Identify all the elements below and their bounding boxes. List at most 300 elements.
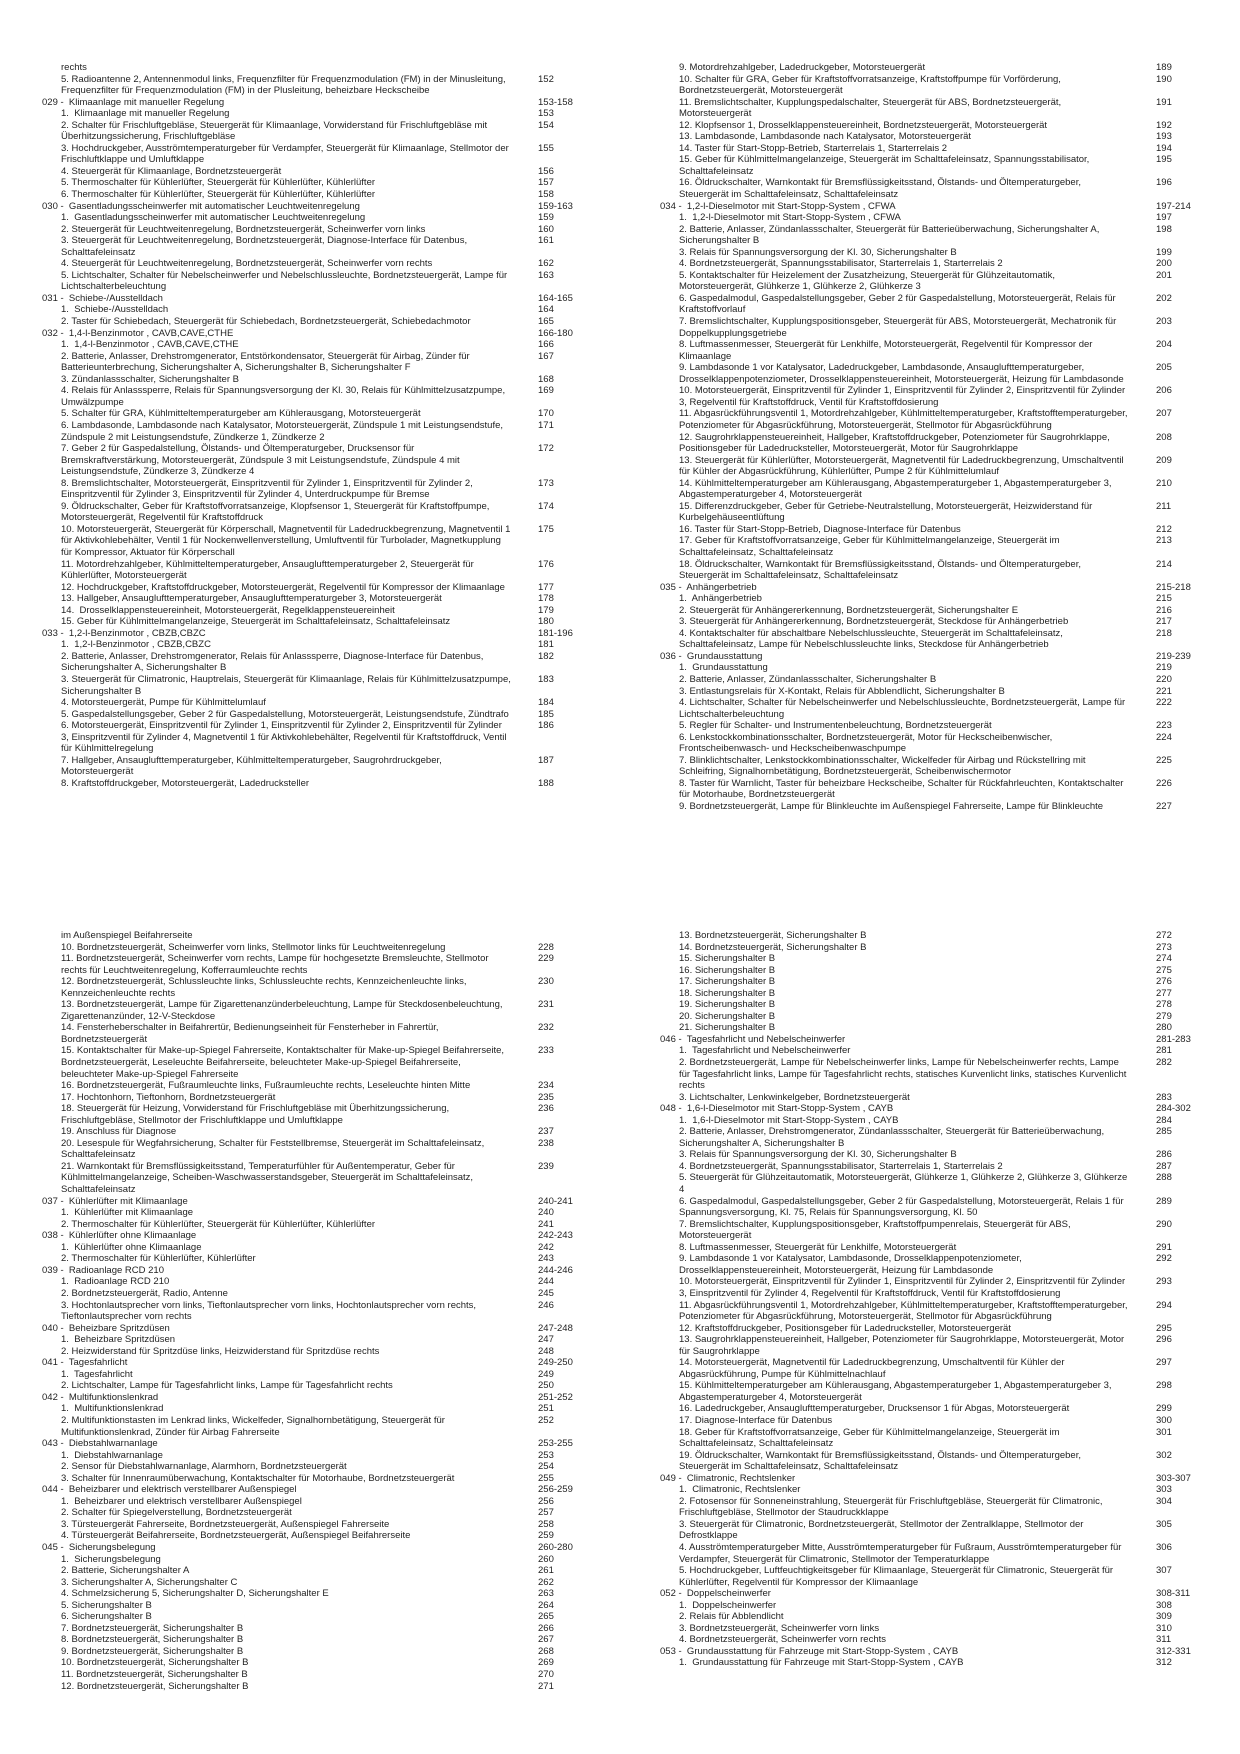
entry-text: 6. Motorsteuergerät, Einspritzventil für Zylinder 1, Einspritzventil für Zylinder 2, Einspritzventil für Zylinder 3, Einspritzventil für Zylinder 4, Magnetventil 1 für Aktivkohlebehälter, Regelventil für Kraftstoffdruck, Ventil für Kühlmittelregelung: [61, 720, 510, 755]
toc-entry-row: [660, 1623, 1220, 1635]
toc-entry-row: [660, 605, 1220, 617]
page-number: 249-250: [538, 1357, 573, 1369]
entry-text: 4. Ausströmtemperaturgeber Mitte, Ausströmtemperaturgeber für Fußraum, Ausströmtemperaturgeber für Verdampfer, Steuergerät für Climatronic, Stellmotor der Temperaturklappe: [679, 1541, 1125, 1565]
page-number: 160: [538, 223, 554, 235]
entry-text: 15. Geber für Kühlmittelmangelanzeige, Steuergerät im Schalttafeleinsatz, Spannungsstabilisator, Schalttafeleinsatz: [679, 154, 1092, 177]
page-number: 187: [538, 754, 554, 766]
page-number: 263: [538, 1588, 554, 1600]
entry-text: 2. Steuergerät für Leuchtweitenregelung, Bordnetzsteuergerät, Scheinwerfer vorn links: [61, 223, 426, 235]
toc-entry-row: [660, 1115, 1220, 1127]
toc-entry-row: [660, 143, 1220, 155]
entry-text: 1. Tagesfahrlicht: [61, 1368, 133, 1380]
entry-text: 3. Hochdruckgeber, Ausströmtemperaturgeber für Verdampfer, Steuergerät für Klimaanlage, Stellmotor der Frischluftklappe und Umluftklappe: [61, 142, 512, 166]
entry-text: 2. Taster für Schiebedach, Steuergerät für Schiebedach, Bordnetzsteuergerät, Schiebedachmotor: [61, 316, 471, 328]
page-number: 244: [538, 1276, 554, 1288]
toc-entry-row: [660, 258, 1220, 270]
toc-entry-row: [42, 1242, 602, 1254]
page-number: 171: [538, 419, 554, 431]
entry-text: 9. Lambdasonde 1 vor Katalysator, Lambdasonde, Drosselklappenpotenziometer, Drosselklappensteuereinheit, Motorsteuergerät, Heizung für Lambdasonde: [679, 1253, 1025, 1276]
toc-entry-row: [660, 801, 1220, 813]
toc-entry-row: [42, 639, 602, 651]
page-number: 219: [1156, 662, 1172, 674]
entry-text: 9. Öldruckschalter, Geber für Kraftstoffvorratsanzeige, Klopfsensor 1, Steuergerät für Kraftstoffpumpe, Motorsteuergerät, Regelventil für Kraftstoffdruck: [61, 500, 493, 524]
page-number: 257: [538, 1507, 554, 1519]
toc-entry-row: [42, 443, 602, 478]
toc-entry-row: [660, 1242, 1220, 1254]
index-column-top-right: [660, 62, 1220, 813]
toc-entry-row: [660, 686, 1220, 698]
page-number: 237: [538, 1126, 554, 1138]
page-number: 224: [1156, 731, 1172, 743]
toc-entry-row: [660, 74, 1220, 97]
entry-text: 10. Schalter für GRA, Geber für Kraftstoffvorratsanzeige, Kraftstoffpumpe für Vorförderung, Bordnetzsteuergerät, Motorsteuergerät: [679, 73, 1064, 97]
section-title: 032 - 1,4-l-Benzinmotor , CAVB,CAVE,CTHE: [42, 327, 234, 339]
page-number: 268: [538, 1645, 554, 1657]
page-number: 271: [538, 1680, 554, 1692]
page-number: 186: [538, 720, 554, 732]
toc-entry-row: [660, 120, 1220, 132]
page-number: 242: [538, 1241, 554, 1253]
toc-section-row: [42, 1484, 602, 1496]
page-number: 194: [1156, 142, 1172, 154]
page-number: 291: [1156, 1241, 1172, 1253]
toc-entry-row: [660, 1253, 1220, 1276]
page-number: 308: [1156, 1599, 1172, 1611]
toc-entry-row: [660, 212, 1220, 224]
entry-text: 3. Steuergerät für Climatronic, Hauptrelais, Steuergerät für Klimaanlage, Relais für Kühlmittelzusatzpumpe, Sicherungshalter B: [61, 673, 514, 697]
entry-text: 1. Doppelscheinwerfer: [679, 1599, 777, 1611]
toc-entry-row: [42, 1045, 602, 1080]
toc-entry-row: [660, 62, 1220, 74]
toc-entry-row: [660, 1450, 1220, 1473]
page-number: 203: [1156, 316, 1172, 328]
entry-text: 3. Relais für Spannungsversorgung der Kl. 30, Sicherungshalter B: [679, 246, 957, 258]
page-number: 200: [1156, 258, 1172, 270]
toc-section-row: [42, 628, 602, 640]
page-number: 174: [538, 500, 554, 512]
page-number: 180: [538, 616, 554, 628]
entry-text: 2. Multifunktionstasten im Lenkrad links, Wickelfeder, Signalhornbetätigung, Steuergerät für Multifunktionslenkrad, Zünder für Airbag Fahrerseite: [61, 1414, 448, 1438]
toc-entry-row: [42, 720, 602, 755]
page-number: 221: [1156, 685, 1172, 697]
page-number: 216: [1156, 604, 1172, 616]
toc-section-row: [42, 1438, 602, 1450]
entry-text: 14. Fensterheberschalter in Beifahrertür, Bedienungseinheit für Fensterheber in Fahrertür, Bordnetzsteuergerät: [61, 1022, 442, 1045]
entry-text: 16. Öldruckschalter, Warnkontakt für Bremsflüssigkeitsstand, Ölstands- und Öltemperaturgeber, Steuergerät im Schalttafeleinsatz, Schalttafeleinsatz: [679, 177, 1084, 201]
toc-entry-row: [42, 1565, 602, 1577]
entry-text: 14. Motorsteuergerät, Magnetventil für Ladedruckbegrenzung, Umschaltventil für Kühler der Abgasrückführung, Pumpe für Kühlmittelnachlauf: [679, 1357, 1067, 1380]
page-number: 204: [1156, 339, 1172, 351]
toc-entry-row: [660, 1565, 1220, 1588]
toc-entry-row: [42, 1022, 602, 1045]
toc-entry-row: [42, 1681, 602, 1693]
toc-entry-row: [42, 1300, 602, 1323]
toc-entry-row: [42, 1276, 602, 1288]
section-title: 040 - Beheizbare Spritzdüsen: [42, 1322, 170, 1334]
section-title: 043 - Diebstahlwarnanlage: [42, 1438, 158, 1450]
index-column-bottom-right: [660, 930, 1220, 1669]
page-number: 311: [1156, 1634, 1172, 1646]
toc-section-row: [660, 201, 1220, 213]
page-number: 287: [1156, 1160, 1172, 1172]
toc-entry-row: [42, 709, 602, 721]
page-number: 247-248: [538, 1322, 573, 1334]
toc-entry-row: [42, 778, 602, 790]
page-number: 218: [1156, 627, 1172, 639]
toc-entry-row: [42, 1646, 602, 1658]
toc-entry-row: [42, 1611, 602, 1623]
page-number: 293: [1156, 1276, 1172, 1288]
page-number: 230: [538, 976, 554, 988]
page-number: 189: [1156, 62, 1172, 73]
entry-text: 4. Lichtschalter, Schalter für Nebelscheinwerfer und Nebelschlussleuchte, Bordnetzsteuergerät, Lampe für Lichtschalterbeleuchtung: [679, 697, 1128, 720]
entry-text: 12. Bordnetzsteuergerät, Sicherungshalter B: [61, 1680, 249, 1692]
toc-entry-row: [660, 1634, 1220, 1646]
toc-entry-row: [42, 501, 602, 524]
entry-text: 2. Fotosensor für Sonneneinstrahlung, Steuergerät für Frischluftgebläse, Steuergerät für Climatronic, Frischluftgebläse, Stellmotor der Staudruckklappe: [679, 1495, 1106, 1519]
toc-entry-row: [42, 1530, 602, 1542]
toc-entry-row: [42, 212, 602, 224]
page-number: 166-180: [538, 327, 573, 339]
entry-text: 1. Grundausstattung: [679, 662, 768, 674]
entry-text: 5. Hochdruckgeber, Luftfeuchtigkeitsgeber für Klimaanlage, Steuergerät für Climatronic, Steuergerät für Kühlerlüfter, Regelventil für Kompressor der Klimaanlage: [679, 1565, 1116, 1588]
page-number: 183: [538, 673, 554, 685]
page-number: 156: [538, 165, 554, 177]
entry-text: 3. Steuergerät für Leuchtweitenregelung, Bordnetzsteuergerät, Diagnose-Interface für Datenbus, Schalttafeleinsatz: [61, 235, 470, 258]
page-number: 193: [1156, 131, 1172, 143]
toc-section-row: [660, 1588, 1220, 1600]
page-number: 277: [1156, 987, 1172, 999]
entry-text: 8. Luftmassenmesser, Steuergerät für Lenkhilfe, Motorsteuergerät, Regelventil für Kompressor der Klimaanlage: [679, 339, 1096, 362]
page-number: 303: [1156, 1484, 1172, 1496]
entry-text: 15. Kühlmitteltemperaturgeber am Kühlerausgang, Abgastemperaturgeber 1, Abgastemperaturgeber 3, Abgastemperaturgeber 4, Motorsteuergerät: [679, 1380, 1114, 1403]
entry-text: 1. Beheizbare Spritzdüsen: [61, 1334, 176, 1346]
toc-entry-row: [660, 1276, 1220, 1299]
page-number: 211: [1156, 500, 1172, 512]
entry-text: 11. Abgasrückführungsventil 1, Motordrehzahlgeber, Kühlmitteltemperaturgeber, Kraftstofftemperaturgeber, Potenziometer für Abgasrückführung, Motorsteuergerät, Stellmotor für Abgasrückführung: [679, 1299, 1131, 1323]
page-number: 285: [1156, 1126, 1172, 1138]
toc-entry-row: [660, 1403, 1220, 1415]
toc-entry-row: [42, 1554, 602, 1566]
page-number: 208: [1156, 431, 1172, 443]
page-number: 197: [1156, 212, 1172, 224]
entry-text: 12. Hochdruckgeber, Kraftstoffdruckgeber, Motorsteuergerät, Regelventil für Kompressor der Klimaanlage: [61, 581, 505, 593]
entry-text: 17. Hochtonhorn, Tieftonhorn, Bordnetzsteuergerät: [61, 1091, 276, 1103]
entry-text: 5. Steuergerät für Glühzeitautomatik, Motorsteuergerät, Glühkerze 1, Glühkerze 2, Glühkerze 3, Glühkerze 4: [679, 1172, 1130, 1196]
toc-entry-row: [42, 478, 602, 501]
page-number: 210: [1156, 477, 1172, 489]
entry-text: 19. Öldruckschalter, Warnkontakt für Bremsflüssigkeitsstand, Ölstands- und Öltemperaturgeber, Steuergerät im Schalttafeleinsatz, Schalttafeleinsatz: [679, 1449, 1084, 1473]
entry-text: 1. Schiebe-/Ausstelldach: [61, 304, 169, 316]
entry-text: 4. Türsteuergerät Beifahrerseite, Bordnetzsteuergerät, Außenspiegel Beifahrerseite: [61, 1530, 411, 1542]
entry-text: 8. Taster für Warnlicht, Taster für beheizbare Heckscheibe, Schalter für Rückfahrleuchten, Kontaktschalter für Motorhaube, Bordnetzsteuergerät: [679, 777, 1127, 801]
page-number: 276: [1156, 976, 1172, 988]
toc-entry-row: [42, 166, 602, 178]
page-number: 303-307: [1156, 1472, 1191, 1484]
entry-text: 6. Thermoschalter für Kühlerlüfter, Steuergerät für Kühlerlüfter, Kühlerlüfter: [61, 189, 376, 201]
page-number: 229: [538, 953, 554, 965]
entry-text: 4. Bordnetzsteuergerät, Spannungsstabilisator, Starterrelais 1, Starterrelais 2: [679, 258, 1003, 270]
entry-text: 4. Relais für Anlasssperre, Relais für Spannungsversorgung der Kl. 30, Relais für Kühlmittelzusatzpumpe, Umwälzpumpe: [61, 385, 508, 408]
page-number: 205: [1156, 362, 1172, 374]
page-number: 280: [1156, 1022, 1172, 1034]
page-number: 308-311: [1156, 1588, 1191, 1600]
page-number: 267: [538, 1634, 554, 1646]
toc-entry-row: [660, 930, 1220, 942]
entry-text: 5. Lichtschalter, Schalter für Nebelscheinwerfer und Nebelschlussleuchte, Bordnetzsteuergerät, Lampe für Lichtschalterbeleuchtung: [61, 269, 510, 293]
section-title: 042 - Multifunktionslenkrad: [42, 1391, 159, 1403]
page-number: 182: [538, 650, 554, 662]
toc-entry-row: [660, 1057, 1220, 1092]
page-number: 253-255: [538, 1438, 573, 1450]
page-number: 215: [1156, 593, 1172, 605]
toc-entry-row: [660, 293, 1220, 316]
page-number: 209: [1156, 454, 1172, 466]
entry-text: 2. Batterie, Anlasser, Zündanlassschalter, Sicherungshalter B: [679, 673, 937, 685]
entry-text: 14. Taster für Start-Stopp-Betrieb, Starterrelais 1, Starterrelais 2: [679, 142, 948, 154]
entry-text: 2. Schalter für Spiegelverstellung, Bordnetzsteuergerät: [61, 1507, 292, 1519]
entry-text: 1. 1,4-l-Benzinmotor , CAVB,CAVE,CTHE: [61, 339, 239, 351]
entry-text: 2. Schalter für Frischluftgebläse, Steuergerät für Klimaanlage, Vorwiderstand für Frischluftgebläse mit Überhitzungssicherung, Frischluftgebläse: [61, 119, 490, 143]
toc-entry-row: [42, 1080, 602, 1092]
entry-text: 6. Gaspedalmodul, Gaspedalstellungsgeber, Geber 2 für Gaspedalstellung, Motorsteuergerät, Relais für Kraftstoffvorlauf: [679, 292, 1119, 316]
toc-entry-row: [660, 224, 1220, 247]
toc-entry-row: [660, 999, 1220, 1011]
toc-entry-row: [42, 942, 602, 954]
page-number: 251: [538, 1403, 554, 1415]
page-number: 165: [538, 316, 554, 328]
page-number: 197-214: [1156, 200, 1191, 212]
toc-entry-row: [660, 1484, 1220, 1496]
toc-section-row: [42, 1230, 602, 1242]
page-number: 259: [538, 1530, 554, 1542]
page-number: 214: [1156, 558, 1172, 570]
entry-text: 10. Motorsteuergerät, Einspritzventil für Zylinder 1, Einspritzventil für Zylinder 2, Einspritzventil für Zylinder 3, Einspritzventil für Zylinder 4, Regelventil für Kraftstoffdruck, Ventil für Kraftstoffdosierung: [679, 1276, 1128, 1299]
page-number: 288: [1156, 1172, 1172, 1184]
page-number: 283: [1156, 1091, 1172, 1103]
page-number: 236: [538, 1103, 554, 1115]
entry-text: 8. Bordnetzsteuergerät, Sicherungshalter B: [61, 1634, 244, 1646]
page-number: 300: [1156, 1414, 1172, 1426]
section-title: 031 - Schiebe-/Ausstelldach: [42, 292, 163, 304]
page-number: 163: [538, 269, 554, 281]
toc-entry-row: [42, 420, 602, 443]
entry-text: 16. Ladedruckgeber, Ansauglufttemperaturgeber, Drucksensor 1 für Abgas, Motorsteuergerät: [679, 1403, 1070, 1415]
entry-text: 11. Motordrehzahlgeber, Kühlmitteltemperaturgeber, Ansauglufttemperaturgeber 2, Steuergerät für Kühlerlüfter, Motorsteuergerät: [61, 558, 477, 582]
page-number: 298: [1156, 1380, 1172, 1392]
toc-entry-row: [660, 339, 1220, 362]
page-number: 199: [1156, 246, 1172, 258]
entry-text: 12. Bordnetzsteuergerät, Schlussleuchte links, Schlussleuchte rechts, Kennzeichenleuchte links, Kennzeichenleuchte rechts: [61, 976, 470, 999]
toc-entry-row: [660, 1323, 1220, 1335]
toc-section-row: [42, 293, 602, 305]
entry-text: 2. Batterie, Sicherungshalter A: [61, 1565, 190, 1577]
page-number: 273: [1156, 941, 1172, 953]
page-number: 256: [538, 1495, 554, 1507]
page-number: 161: [538, 235, 554, 247]
page-number: 312-331: [1156, 1645, 1191, 1657]
page-number: 153-158: [538, 96, 573, 108]
entry-text: 21. Warnkontakt für Bremsflüssigkeitsstand, Temperaturfühler für Außentemperatur, Geber für Kühlmittelmangelanzeige, Scheiben-Waschwasserstandsgeber, Steuergerät im Schalttafeleinsatz, Schalttafeleinsatz: [61, 1160, 476, 1196]
toc-section-row: [42, 1357, 602, 1369]
page-number: 202: [1156, 292, 1172, 304]
entry-text: 1. Anhängerbetrieb: [679, 593, 762, 605]
toc-entry-row: [42, 316, 602, 328]
toc-entry-row: [660, 154, 1220, 177]
toc-entry-row: [42, 1669, 602, 1681]
toc-entry-row: [660, 501, 1220, 524]
page-number: 181: [538, 639, 554, 651]
entry-text: 15. Geber für Kühlmittelmangelanzeige, Steuergerät im Schalttafeleinsatz, Schalttafeleinsatz: [61, 616, 451, 628]
toc-entry-row: [660, 1219, 1220, 1242]
toc-entry-row: [660, 1357, 1220, 1380]
section-title: 038 - Kühlerlüfter ohne Klimaanlage: [42, 1230, 197, 1242]
entry-text: 17. Geber für Kraftstoffvorratsanzeige, Geber für Kühlmittelmangelanzeige, Steuergerät im Schalttafeleinsatz, Schalttafeleinsatz: [679, 535, 1063, 558]
index-column-bottom-left: [42, 930, 602, 1692]
entry-text: 10. Motorsteuergerät, Einspritzventil für Zylinder 1, Einspritzventil für Zylinder 2, Einspritzventil für Zylinder 3, Regelventil für Kraftstoffdruck, Ventil für Kraftstoffdosierung: [679, 385, 1128, 408]
entry-text: 2. Bordnetzsteuergerät, Lampe für Nebelscheinwerfer links, Lampe für Nebelscheinwerfer rechts, Lampe für Tagesfahrlicht links, Lampe für Tagesfahrlicht rechts, statisches Kurvenlicht links, statisches Kurvenlicht rechts: [679, 1057, 1130, 1092]
toc-entry-row: [42, 1161, 602, 1196]
page-number: 281: [1156, 1045, 1172, 1057]
entry-text: 7. Blinklichtschalter, Lenkstockkombinationsschalter, Wickelfeder für Airbag und Rückstellring mit Schleifring, Signalhornbetätigung, Bordnetzsteuergerät, Scheibenwischermotor: [679, 754, 1089, 778]
entry-text: 1. Kühlerlüfter mit Klimaanlage: [61, 1207, 194, 1219]
entry-text: 1. Gasentladungsscheinwerfer mit automatischer Leuchtweitenregelung: [61, 212, 366, 224]
page-number: 153: [538, 108, 554, 120]
toc-section-row: [660, 1473, 1220, 1485]
page-number: 246: [538, 1299, 554, 1311]
toc-entry-row: [42, 1415, 602, 1438]
toc-entry-row: [42, 1092, 602, 1104]
toc-entry-row: [42, 224, 602, 236]
page-number: 262: [538, 1576, 554, 1588]
toc-entry-row: [42, 1473, 602, 1485]
toc-entry-row: [660, 720, 1220, 732]
page-number: 258: [538, 1518, 554, 1530]
entry-text: 2. Thermoschalter für Kühlerlüfter, Kühlerlüfter: [61, 1253, 256, 1265]
toc-entry-row: [660, 616, 1220, 628]
page-number: 250: [538, 1380, 554, 1392]
entry-text: 16. Bordnetzsteuergerät, Fußraumleuchte links, Fußraumleuchte rechts, Leseleuchte hinten Mitte: [61, 1080, 471, 1092]
entry-text: 2. Bordnetzsteuergerät, Radio, Antenne: [61, 1287, 228, 1299]
page-number: 270: [538, 1669, 554, 1680]
entry-text: 7. Hallgeber, Ansauglufttemperaturgeber, Kühlmitteltemperaturgeber, Saugrohrdruckgeber, Motorsteuergerät: [61, 754, 445, 778]
toc-entry-row: [42, 1657, 602, 1669]
entry-text: 1. Kühlerlüfter ohne Klimaanlage: [61, 1241, 202, 1253]
entry-text: 18. Geber für Kraftstoffvorratsanzeige, Geber für Kühlmittelmangelanzeige, Steuergerät im Schalttafeleinsatz, Schalttafeleinsatz: [679, 1426, 1063, 1450]
page-number: 296: [1156, 1334, 1172, 1346]
entry-text: 14. Bordnetzsteuergerät, Sicherungshalter B: [679, 941, 867, 953]
toc-entry-row: [660, 177, 1220, 200]
page-number: 240: [538, 1207, 554, 1219]
toc-entry-row: [42, 582, 602, 594]
toc-entry-row: [42, 143, 602, 166]
page-number: 220: [1156, 673, 1172, 685]
page-number: 170: [538, 408, 554, 420]
entry-text: 9. Bordnetzsteuergerät, Lampe für Blinkleuchte im Außenspiegel Fahrerseite, Lampe für Blinkleuchte: [679, 801, 1104, 812]
toc-entry-row: [660, 1600, 1220, 1612]
page-number: 256-259: [538, 1484, 573, 1496]
entry-text: 10. Bordnetzsteuergerät, Scheinwerfer vorn links, Stellmotor links für Leuchtweitenregelung: [61, 941, 446, 953]
page-number: 176: [538, 558, 554, 570]
page-number: 219-239: [1156, 650, 1191, 662]
entry-text: 7. Bremslichtschalter, Kupplungspositionsgeber, Kraftstoffpumpenrelais, Steuergerät für ABS, Motorsteuergerät: [679, 1218, 1074, 1242]
entry-text: 4. Schmelzsicherung 5, Sicherungshalter D, Sicherungshalter E: [61, 1588, 329, 1600]
section-title: 039 - Radioanlage RCD 210: [42, 1264, 164, 1276]
page-number: 159: [538, 212, 554, 224]
page-number: 188: [538, 777, 554, 789]
toc-entry-row: [660, 362, 1220, 385]
entry-text: 9. Lambdasonde 1 vor Katalysator, Ladedruckgeber, Lambdasonde, Ansauglufttemperaturgeber, Drosselklappenpotenziometer, Drosselklappensteuereinheit, Motorsteuergerät, Heizung für Lambdasonde: [679, 362, 1124, 385]
entry-text: 12. Kraftstoffdruckgeber, Positionsgeber für Ladedrucksteller, Motorsteuergerät: [679, 1322, 1011, 1334]
toc-entry-row: [42, 697, 602, 709]
page-number: 169: [538, 385, 554, 397]
page-number: 265: [538, 1611, 554, 1623]
page-number: 242-243: [538, 1230, 573, 1242]
page-number: 162: [538, 258, 554, 270]
page-number: 304: [1156, 1495, 1172, 1507]
toc-entry-row: [42, 1519, 602, 1531]
page-number: 217: [1156, 616, 1172, 628]
page-number: 239: [538, 1160, 554, 1172]
entry-text: 2. Batterie, Anlasser, Drehstromgenerator, Relais für Anlasssperre, Diagnose-Interface für Datenbus, Sicherungshalter A, Sicherungshalter B: [61, 650, 487, 674]
toc-entry-row: [42, 1450, 602, 1462]
toc-entry-row: [660, 1300, 1220, 1323]
entry-text: 5. Gaspedalstellungsgeber, Geber 2 für Gaspedalstellung, Motorsteuergerät, Leistungsendstufe, Zündtrafo: [61, 708, 509, 720]
entry-text: 4. Steuergerät für Leuchtweitenregelung, Bordnetzsteuergerät, Scheinwerfer vorn rechts: [61, 258, 433, 270]
page-number: 228: [538, 941, 554, 953]
page-number: 222: [1156, 697, 1172, 709]
toc-entry-row: [660, 247, 1220, 259]
section-title: 036 - Grundausstattung: [660, 650, 763, 662]
page-number: 272: [1156, 930, 1172, 941]
toc-entry-row: [42, 235, 602, 258]
entry-text: 5. Sicherungshalter B: [61, 1599, 152, 1611]
page-number: 233: [538, 1045, 554, 1057]
toc-entry-row: [42, 108, 602, 120]
toc-section-row: [660, 582, 1220, 594]
page-number: 213: [1156, 535, 1172, 547]
page-number: 166: [538, 339, 554, 351]
entry-text: 13. Steuergerät für Kühlerlüfter, Motorsteuergerät, Magnetventil für Ladedruckbegrenzung, Umschaltventil für Kühler der Abgasrückführung, Kühlerlüfter, Pumpe 2 für Kühlmittelumlauf: [679, 454, 1127, 478]
entry-text: 1. Radioanlage RCD 210: [61, 1276, 170, 1288]
page-number: 307: [1156, 1565, 1172, 1577]
entry-text: 11. Bremslichtschalter, Kupplungspedalschalter, Steuergerät für ABS, Bordnetzsteuergerät, Motorsteuergerät: [679, 96, 1064, 120]
toc-entry-row: [42, 1507, 602, 1519]
entry-text: 11. Bordnetzsteuergerät, Scheinwerfer vorn rechts, Lampe für hochgesetzte Bremsleuchte, Stellmotor rechts für Leuchtweitenregelung, Kofferraumleuchte rechts: [61, 953, 492, 976]
entry-text: 16. Sicherungshalter B: [679, 964, 776, 976]
section-title: 053 - Grundausstattung für Fahrzeuge mit Start-Stopp-System , CAYB: [660, 1645, 959, 1657]
toc-entry-row: [660, 1045, 1220, 1057]
page-number: 223: [1156, 720, 1172, 732]
toc-entry-row: [42, 120, 602, 143]
page-number: 255: [538, 1472, 554, 1484]
entry-text: 1. Grundausstattung für Fahrzeuge mit Start-Stopp-System , CAYB: [679, 1657, 964, 1669]
entry-text: 12. Klopfsensor 1, Drosselklappensteuereinheit, Bordnetzsteuergerät, Motorsteuergerät: [679, 119, 1048, 131]
entry-text: 1. 1,2-l-Dieselmotor mit Start-Stopp-System , CFWA: [679, 212, 901, 224]
page-number: 177: [538, 581, 554, 593]
toc-continuation-row: [42, 930, 602, 942]
entry-text: 3. Türsteuergerät Fahrerseite, Bordnetzsteuergerät, Außenspiegel Fahrerseite: [61, 1518, 390, 1530]
toc-entry-row: [42, 593, 602, 605]
section-title: 049 - Climatronic, Rechtslenker: [660, 1472, 796, 1484]
entry-text: 3. Zündanlassschalter, Sicherungshalter B: [61, 373, 239, 385]
page-number: 190: [1156, 73, 1172, 85]
toc-entry-row: [660, 662, 1220, 674]
entry-text: 20. Lesespule für Wegfahrsicherung, Schalter für Feststellbremse, Steuergerät im Schalttafeleinsatz, Schalttafeleinsatz: [61, 1137, 487, 1161]
toc-entry-row: [660, 131, 1220, 143]
entry-text: 2. Sensor für Diebstahlwarnanlage, Alarmhorn, Bordnetzsteuergerät: [61, 1461, 347, 1473]
entry-text: 3. Hochtonlautsprecher vorn links, Tieftonlautsprecher vorn links, Hochtonlautsprecher vorn rechts, Tieftonlautsprecher vorn rechts: [61, 1299, 479, 1323]
